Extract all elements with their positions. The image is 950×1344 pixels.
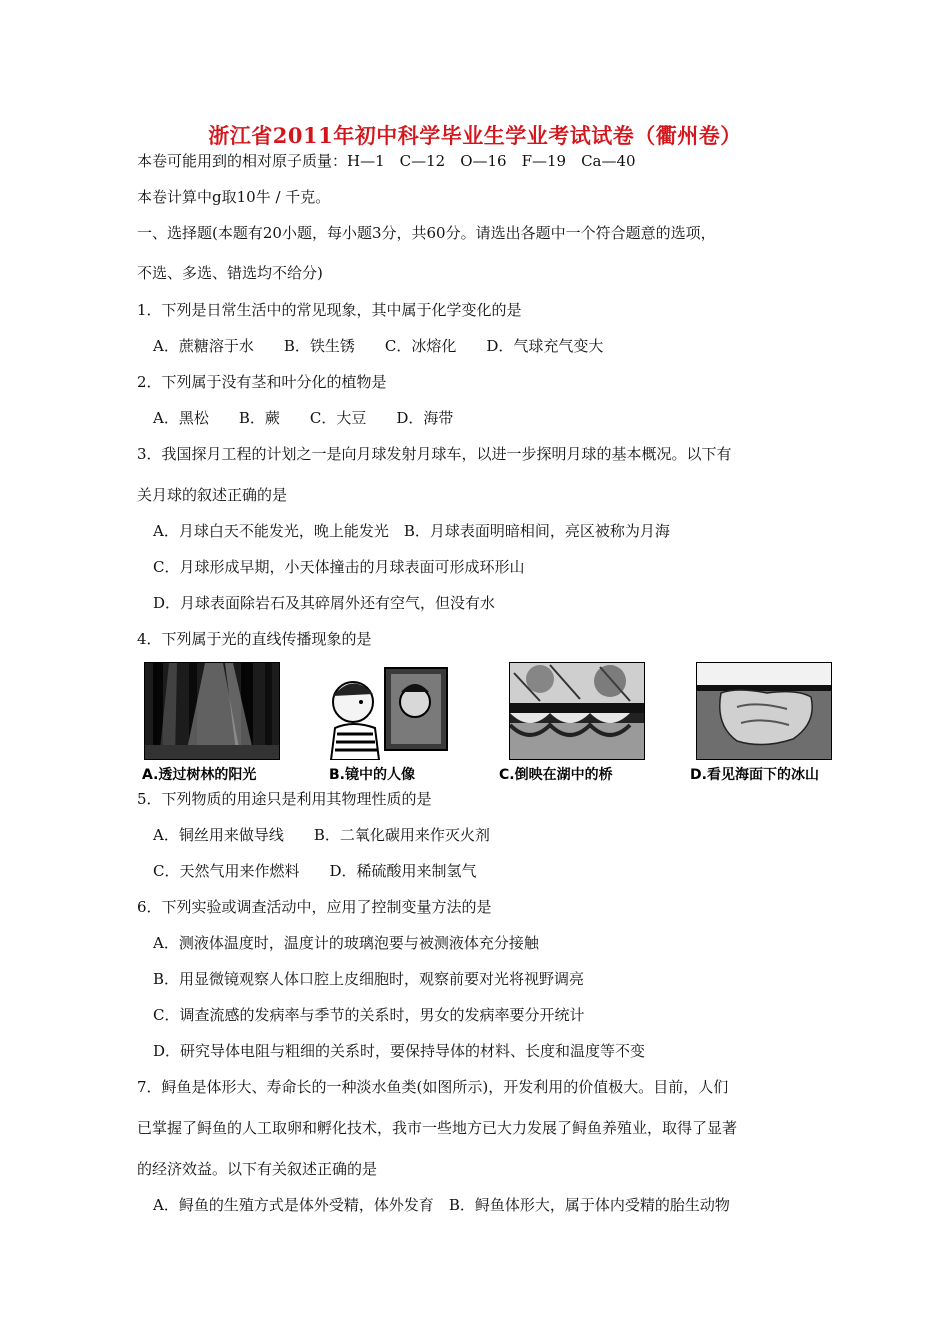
iceberg-image [696, 662, 832, 760]
gravity-note: 本卷计算中g取10牛 / 千克。 [137, 188, 331, 206]
q3-stem-line2: 关月球的叙述正确的是 [137, 486, 288, 504]
section-heading-line2: 不选、多选、错选均不给分) [137, 264, 323, 282]
q3-option-d: D．月球表面除岩石及其碎屑外还有空气，但没有水 [153, 594, 496, 612]
q2-stem: 2．下列属于没有茎和叶分化的植物是 [137, 373, 387, 391]
q4-figure-d [690, 662, 860, 784]
q6-option-c: C．调查流感的发病率与季节的关系时，男女的发病率要分开统计 [153, 1006, 585, 1024]
q3-stem-line1: 3．我国探月工程的计划之一是向月球发射月球车，以进一步探明月球的基本概况。以下有 [137, 445, 732, 463]
q4-figure-c [499, 662, 655, 784]
q6-option-b: B．用显微镜观察人体口腔上皮细胞时，观察前要对光将视野调亮 [153, 970, 585, 988]
q4-figure-b [323, 662, 453, 784]
q6-option-d: D．研究导体电阻与粗细的关系时，要保持导体的材料、长度和温度等不变 [153, 1042, 646, 1060]
q7-stem-line3: 的经济效益。以下有关叙述正确的是 [137, 1160, 378, 1178]
exam-title: 浙江省2011年初中科学毕业生学业考试试卷（衢州卷） [208, 123, 742, 148]
q4-caption-c: C.倒映在湖中的桥 [499, 767, 613, 783]
q7-stem-line1: 7．鲟鱼是体形大、寿命长的一种淡水鱼类(如图所示)，开发利用的价值极大。目前，人们 [137, 1078, 729, 1096]
mirror-image [323, 662, 451, 760]
q4-caption-b: B.镜中的人像 [329, 767, 415, 783]
q1-stem: 1．下列是日常生活中的常见现象，其中属于化学变化的是 [137, 301, 522, 319]
q4-figure-a [142, 662, 292, 784]
q1-options: A．蔗糖溶于水 B．铁生锈 C．冰熔化 D．气球充气变大 [153, 337, 604, 355]
q4-caption-a: A.透过树林的阳光 [142, 767, 257, 783]
bridge-reflection-image [509, 662, 645, 760]
atomic-mass-note: 本卷可能用到的相对原子质量：H—1 C—12 O—16 F—19 Ca—40 [137, 152, 636, 170]
q4-caption-d: D.看见海面下的冰山 [690, 767, 819, 783]
q4-stem: 4．下列属于光的直线传播现象的是 [137, 630, 372, 648]
q3-option-ab: A．月球白天不能发光，晚上能发光 B．月球表面明暗相间，亮区被称为月海 [153, 522, 670, 540]
q2-options: A．黑松 B．蕨 C．大豆 D．海带 [153, 409, 454, 427]
q5-option-cd: C．天然气用来作燃料 D．稀硫酸用来制氢气 [153, 862, 477, 880]
q7-option-ab: A．鲟鱼的生殖方式是体外受精，体外发育 B．鲟鱼体形大，属于体内受精的胎生动物 [153, 1196, 730, 1214]
forest-sunlight-image [144, 662, 280, 760]
q5-option-ab: A．铜丝用来做导线 B．二氧化碳用来作灭火剂 [153, 826, 490, 844]
q6-option-a: A．测液体温度时，温度计的玻璃泡要与被测液体充分接触 [153, 934, 539, 952]
section-heading-line1: 一、选择题(本题有20小题，每小题3分，共60分。请选出各题中一个符合题意的选项， [137, 224, 716, 242]
q7-stem-line2: 已掌握了鲟鱼的人工取卵和孵化技术，我市一些地方已大力发展了鲟鱼养殖业，取得了显著 [137, 1119, 738, 1137]
q6-stem: 6．下列实验或调查活动中，应用了控制变量方法的是 [137, 898, 492, 916]
q3-option-c: C．月球形成早期，小天体撞击的月球表面可形成环形山 [153, 558, 525, 576]
q5-stem: 5．下列物质的用途只是利用其物理性质的是 [137, 790, 432, 808]
